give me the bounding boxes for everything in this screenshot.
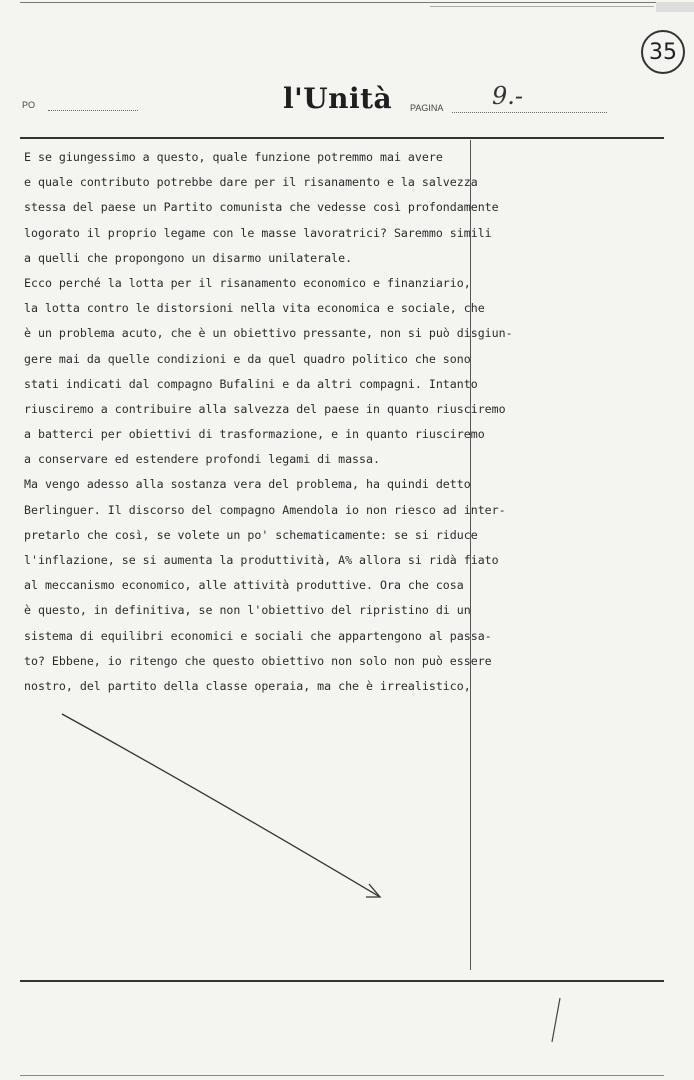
footer-rule — [20, 980, 664, 982]
text-line: gere mai da quelle condizioni e da quel quadro politico che sono — [24, 351, 471, 366]
text-line: stessa del paese un Partito comunista che vedesse così profondamente — [24, 200, 499, 215]
text-line: Berlinguer. Il discorso del compagno Amendola io non riesco ad inter- — [24, 502, 506, 517]
text-line: a quelli che propongono un disarmo unilaterale. — [24, 250, 353, 265]
text-line: Ma vengo adesso alla sostanza vera del problema, ha quindi detto — [24, 477, 471, 492]
footer-rule-secondary — [20, 1075, 664, 1076]
text-line: e quale contributo potrebbe dare per il risanamento e la salvezza — [24, 175, 478, 190]
text-line: al meccanismo economico, alle attività produttive. Ora che cosa — [24, 578, 464, 593]
text-line: a conservare ed estendere profondi legami di massa. — [24, 452, 380, 467]
text-line: E se giungessimo a questo, quale funzione potremmo mai avere — [24, 150, 443, 164]
text-line: sistema di equilibri economici e sociali che appartengono al passa- — [24, 628, 492, 643]
text-line: to? Ebbene, io ritengo che questo obiettivo non solo non può essere — [24, 653, 492, 668]
text-line: pretarlo che così, se volete un po' schematicamente: se si riduce — [24, 527, 478, 542]
tick-stroke — [552, 998, 560, 1042]
text-line: logorato il proprio legame con le masse lavoratrici? Saremmo simili — [24, 225, 492, 240]
text-line: a batterci per obiettivi di trasformazione, e in quanto riusciremo — [24, 427, 485, 442]
text-line: stati indicati dal compagno Bufalini e da altri compagni. Intanto — [24, 376, 478, 391]
text-line: è questo, in definitiva, se non l'obiettivo del ripristino di un — [24, 603, 471, 618]
header-left-label: PO — [22, 100, 36, 110]
handwritten-page-number: 9.- — [492, 82, 524, 110]
text-line: l'inflazione, se si aumenta la produttività, A% allora si ridà fiato — [24, 553, 499, 567]
text-line: nostro, del partito della classe operaia, ma che è irrealistico, — [24, 678, 471, 693]
text-line: Ecco perché la lotta per il risanamento economico e finanziario, — [24, 275, 471, 290]
stamp-number: 35 — [649, 39, 677, 65]
text-line: la lotta contro le distorsioni nella vita economica e sociale, che — [24, 301, 485, 316]
pagina-label: PAGINA — [410, 103, 444, 113]
text-line: è un problema acuto, che è un obiettivo pressante, non si può disgiun- — [24, 326, 513, 341]
text-line: riusciremo a contribuire alla salvezza del paese in quanto riusciremo — [24, 401, 506, 416]
masthead-title: l'Unità — [283, 82, 393, 115]
